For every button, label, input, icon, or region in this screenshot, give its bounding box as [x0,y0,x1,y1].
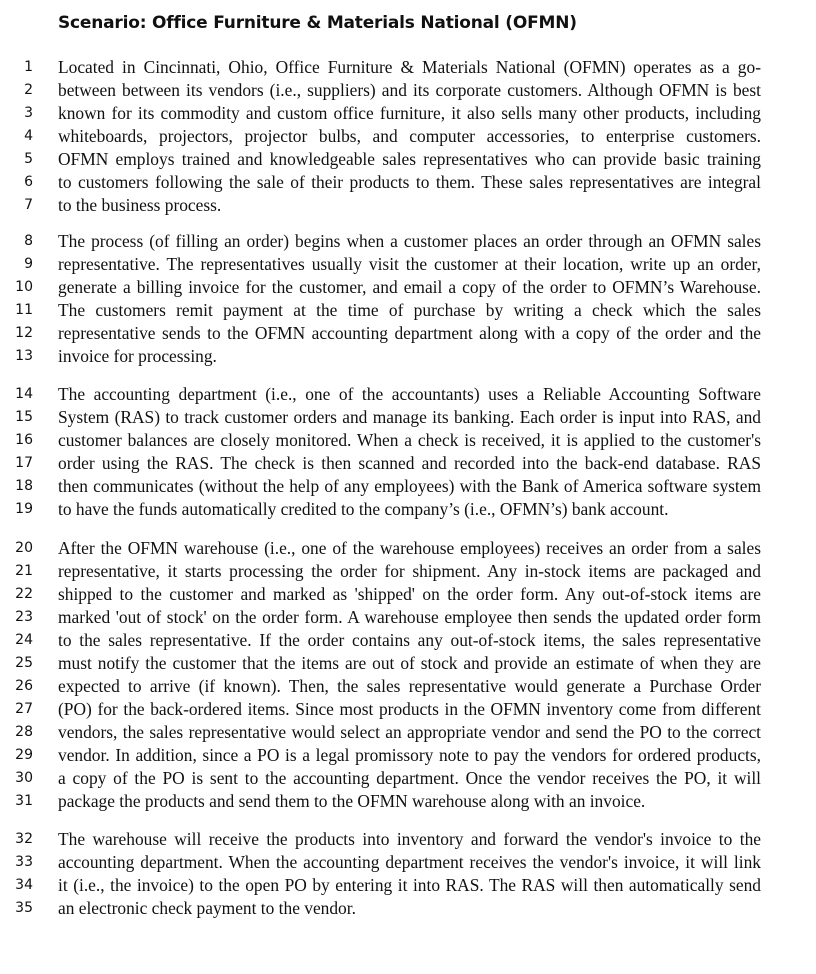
line-text: The process (of filling an order) begins when a customer places an order through an OFMN sales [58,231,761,251]
line-number: 21 [15,563,33,579]
text-line [0,583,816,606]
line-number: 27 [15,701,33,717]
line-text: package the products and send them to the OFMN warehouse along with an invoice. [58,791,646,811]
line-number: 8 [24,233,33,249]
line-number: 33 [15,854,33,870]
text-line [0,406,816,429]
line-text: System (RAS) to track customer orders and manage its banking. Each order is input into RAS, and [58,407,761,427]
line-text: representative. The representatives usually visit the customer at their location, write up an order, [58,254,761,274]
text-line [0,79,816,102]
text-line [0,629,816,652]
text-line [0,452,816,475]
text-line [0,606,816,629]
line-number: 2 [24,82,33,98]
line-number: 1 [24,59,33,75]
line-text: between between its vendors (i.e., suppliers) and its corporate customers. Although OFMN is best [58,80,761,100]
line-text: must notify the customer that the items are out of stock and provide an estimate of when they are [58,653,761,673]
line-text: to the business process. [58,195,222,215]
text-line [0,194,816,217]
line-number: 34 [15,877,33,893]
line-number: 31 [15,793,33,809]
text-line [0,675,816,698]
line-text: The accounting department (i.e., one of the accountants) uses a Reliable Accounting Software [58,384,761,404]
line-number: 17 [15,455,33,471]
text-line [0,790,816,813]
line-text: The customers remit payment at the time of purchase by writing a check which the sales [58,300,761,320]
line-text: representative, it starts processing the order for shipment. Any in-stock items are packaged and [58,561,761,581]
text-line [0,560,816,583]
line-number: 30 [15,770,33,786]
line-number: 4 [24,128,33,144]
text-line [0,345,816,368]
text-line [0,874,816,897]
line-text: a copy of the PO is sent to the accounting department. Once the vendor receives the PO, it will [58,768,761,788]
line-number: 14 [15,386,33,402]
paragraph [0,383,816,521]
line-number: 15 [15,409,33,425]
line-number: 11 [15,302,33,318]
line-text: OFMN employs trained and knowledgeable sales representatives who can provide basic training [58,149,761,169]
line-text: (PO) for the back-ordered items. Since most products in the OFMN inventory come from different [58,699,761,719]
text-line [0,475,816,498]
text-line [0,230,816,253]
line-number: 35 [15,900,33,916]
line-text: to customers following the sale of their products to them. These sales representatives are integral [58,172,761,192]
line-number: 7 [24,197,33,213]
text-line [0,698,816,721]
line-text: order using the RAS. The check is then scanned and recorded into the back-end database. RAS [58,453,761,473]
paragraph [0,537,816,813]
text-line [0,253,816,276]
line-text: invoice for processing. [58,346,217,366]
line-text: customer balances are closely monitored. When a check is received, it is applied to the customer's [58,430,761,450]
line-number: 10 [15,279,33,295]
text-line [0,851,816,874]
paragraph [0,828,816,920]
line-number: 32 [15,831,33,847]
line-number: 23 [15,609,33,625]
line-text: to have the funds automatically credited to the company’s (i.e., OFMN’s) bank account. [58,499,669,519]
line-text: known for its commodity and custom office furniture, it also sells many other products, including [58,103,761,123]
line-text: it (i.e., the invoice) to the open PO by entering it into RAS. The RAS will then automatically send [58,875,761,895]
line-text: The warehouse will receive the products into inventory and forward the vendor's invoice to the [58,829,761,849]
text-line [0,828,816,851]
line-number: 18 [15,478,33,494]
text-line [0,56,816,79]
line-text: then communicates (without the help of any employees) with the Bank of America software system [58,476,761,496]
line-text: marked 'out of stock' on the order form. A warehouse employee then sends the updated order form [58,607,761,627]
line-text: generate a billing invoice for the customer, and email a copy of the order to OFMN’s Warehouse. [58,277,761,297]
line-text: to the sales representative. If the order contains any out-of-stock items, the sales representative [58,630,761,650]
paragraph [0,56,816,217]
text-line [0,148,816,171]
line-text: an electronic check payment to the vendor. [58,898,356,918]
text-line [0,721,816,744]
page-title: Scenario: Office Furniture & Materials National (OFMN) [58,13,577,33]
text-line [0,299,816,322]
text-line [0,429,816,452]
line-number: 19 [15,501,33,517]
line-number: 29 [15,747,33,763]
text-line [0,652,816,675]
line-number: 3 [24,105,33,121]
text-line [0,125,816,148]
line-number: 20 [15,540,33,556]
text-line [0,322,816,345]
line-text: vendors, the sales representative would select an appropriate vendor and send the PO to the correct [58,722,761,742]
text-line [0,537,816,560]
line-number: 12 [15,325,33,341]
line-text: representative sends to the OFMN accounting department along with a copy of the order and the [58,323,761,343]
line-number: 9 [24,256,33,272]
line-number: 6 [24,174,33,190]
line-text: shipped to the customer and marked as 'shipped' on the order form. Any out-of-stock items are [58,584,761,604]
line-text: vendor. In addition, since a PO is a legal promissory note to pay the vendors for ordered products, [58,745,761,765]
text-line [0,171,816,194]
line-number: 24 [15,632,33,648]
text-line [0,498,816,521]
text-line [0,897,816,920]
text-line [0,276,816,299]
line-text: whiteboards, projectors, projector bulbs, and computer accessories, to enterprise customers. [58,126,761,146]
line-number: 16 [15,432,33,448]
line-number: 25 [15,655,33,671]
paragraph [0,230,816,368]
text-line [0,102,816,125]
line-number: 28 [15,724,33,740]
line-number: 5 [24,151,33,167]
line-text: Located in Cincinnati, Ohio, Office Furniture & Materials National (OFMN) operates as a go- [58,57,761,77]
text-line [0,744,816,767]
line-number: 13 [15,348,33,364]
line-text: expected to arrive (if known). Then, the sales representative would generate a Purchase Order [58,676,761,696]
line-text: After the OFMN warehouse (i.e., one of the warehouse employees) receives an order from a sales [58,538,761,558]
line-text: accounting department. When the accounting department receives the vendor's invoice, it will link [58,852,761,872]
text-line [0,383,816,406]
text-line [0,767,816,790]
line-number: 26 [15,678,33,694]
line-number: 22 [15,586,33,602]
